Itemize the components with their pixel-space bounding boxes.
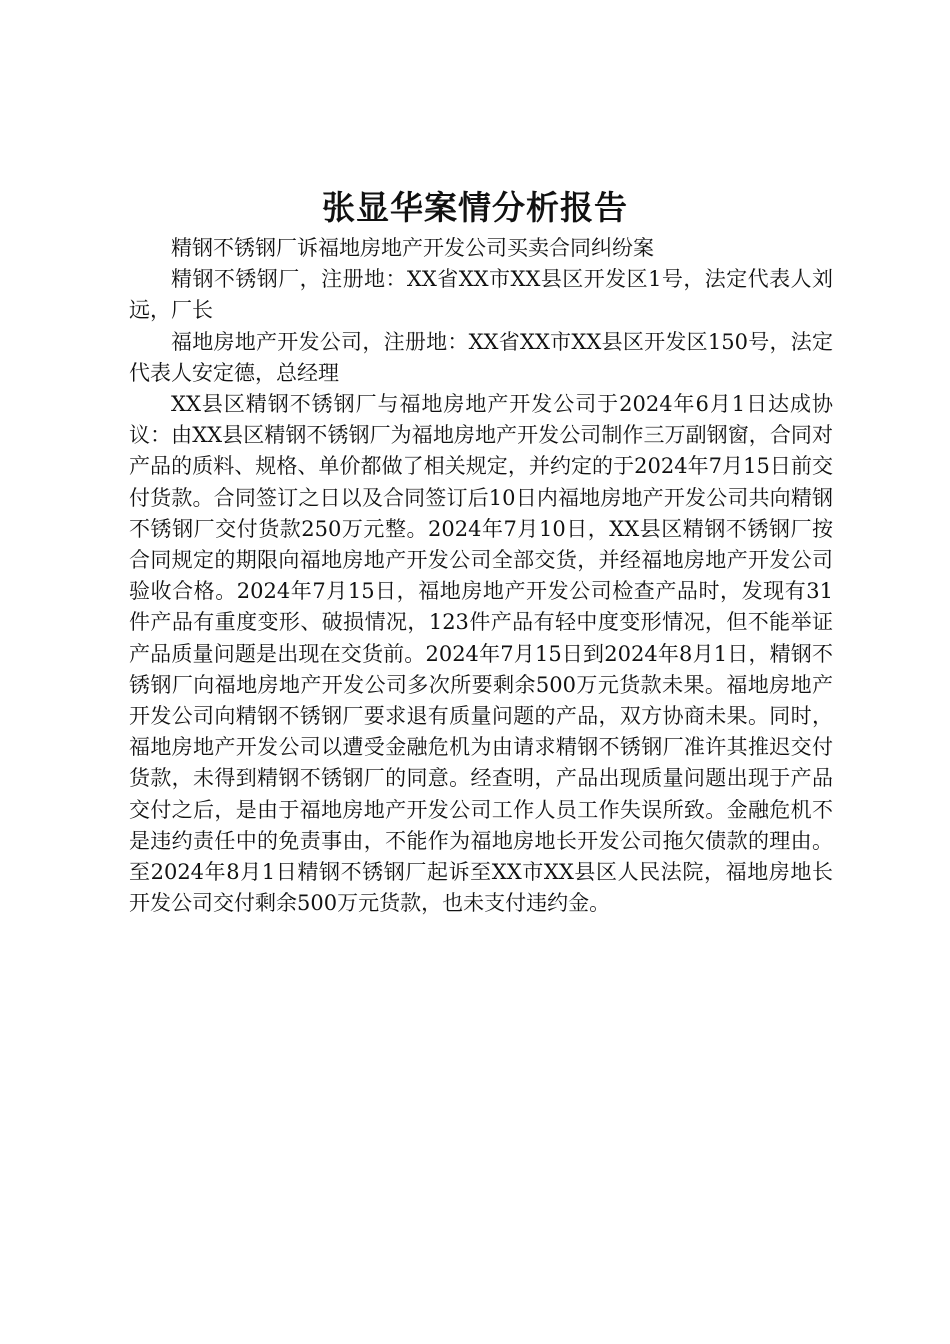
document-title: 张显华案情分析报告 [322, 188, 628, 227]
plaintiff-paragraph: 精钢不锈钢厂，注册地：XX省XX市XX县区开发区1号，法定代表人刘远，厂长 [129, 267, 833, 323]
defendant-paragraph: 福地房地产开发公司，注册地：XX省XX市XX县区开发区150号，法定代表人安定德，总经理 [129, 329, 833, 385]
case-facts-paragraph: XX县区精钢不锈钢厂与福地房地产开发公司于2024年6月1日达成协议：由XX县区精钢不锈钢厂为福地房地产开发公司制作三万副钢窗，合同对产品的质料、规格、单价都做了相关规定，并约定的于2024年7月15日前交付货款。合同签订之日以及合同签订后10日内福地房地产开发公司共向精钢不锈钢厂交付货款250万元整。2024年7月10日，XX县区精钢不锈钢厂按合同规定的期限向福地房地产开发公司全部交货，并经福地房地产开发公司验收合格。2024年7月15日，福地房地产开发公司检查产品时，发现有31件产品有重度变形、破损情况，123件产品有轻中度变形情况，但不能举证产品质量问题是出现在交货前。2024年7月15日到2024年8月1日，精钢不锈钢厂向福地房地产开发公司多次所要剩余500万元货款未果。福地房地产开发公司向精钢不锈钢厂要求退有质量问题的产品，双方协商未果。同时，福地房地产开发公司以遭受金融危机为由请求精钢不锈钢厂准许其推迟交付货款，未得到精钢不锈钢厂的同意。经查明，产品出现质量问题出现于产品交付之后，是由于福地房地产开发公司工作人员工作失误所致。金融危机不是违约责任中的免责事由，不能作为福地房地长开发公司拖欠债款的理由。至2024年8月1日精钢不锈钢厂起诉至XX市XX县区人民法院，福地房地长开发公司交付剩余500万元货款，也未支付违约金。 [129, 392, 833, 916]
document-body [129, 233, 833, 919]
case-heading-paragraph: 精钢不锈钢厂诉福地房地产开发公司买卖合同纠纷案 [171, 236, 654, 260]
